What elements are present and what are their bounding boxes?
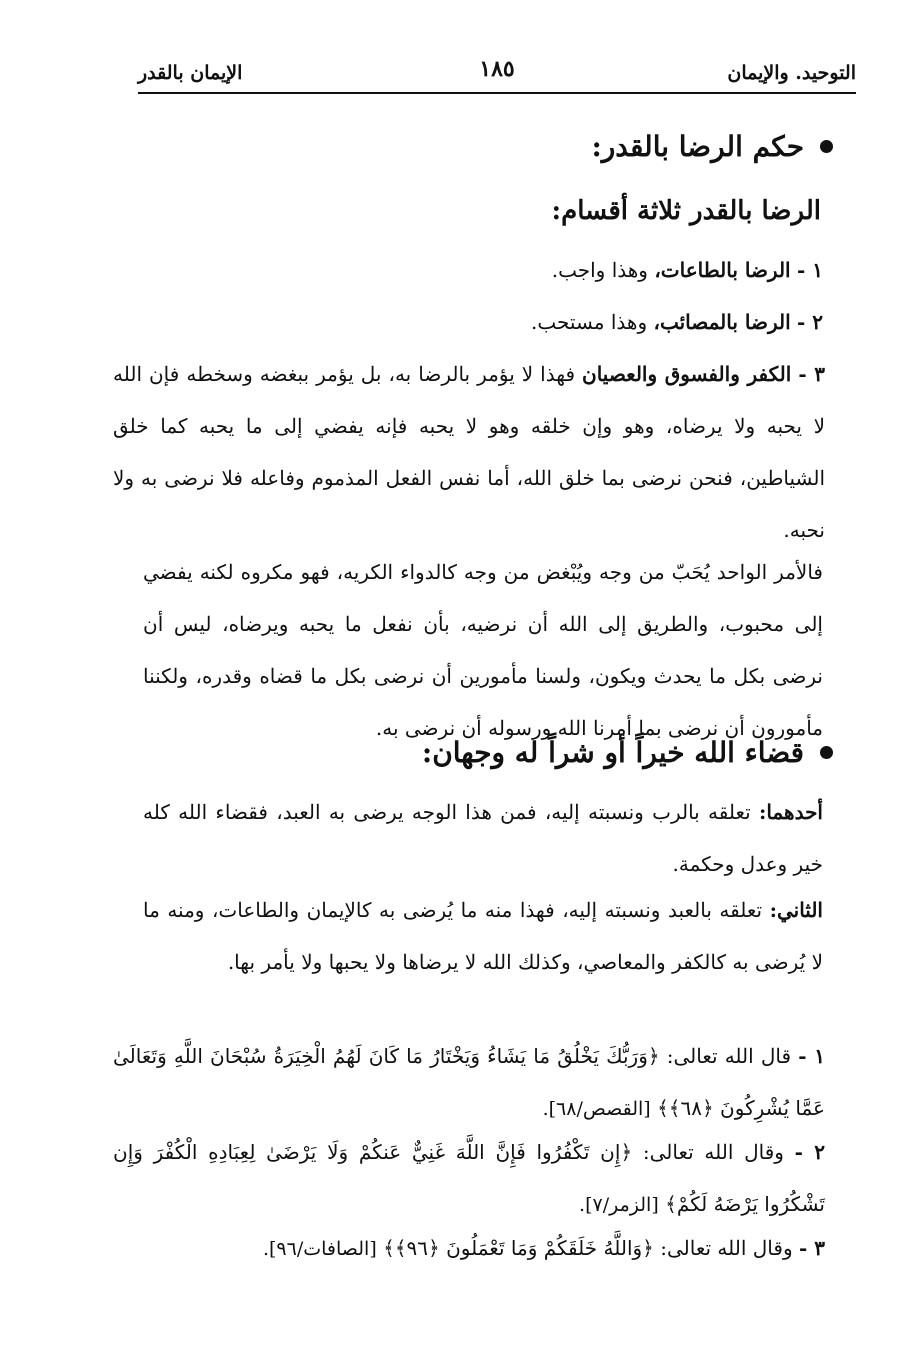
verse-intro: قال الله تعالى: xyxy=(666,1044,792,1068)
bullet-icon xyxy=(820,140,833,153)
verse-item xyxy=(113,1030,825,1135)
first-aspect-text: تعلقه بالرب ونسبته إليه، فمن هذا الوجه يرضى به العبد، فقضاء الله كله خير وعدل وحكمة. xyxy=(143,800,823,876)
section-heading-text: حكم الرضا بالقدر: xyxy=(591,130,804,163)
running-header xyxy=(138,56,856,94)
quran-open-bracket: ﴿ xyxy=(642,1236,654,1260)
bullet-icon xyxy=(820,746,833,759)
item-title: الرضا بالطاعات، xyxy=(654,258,791,282)
item-text: وهذا مستحب. xyxy=(531,310,654,334)
section-heading-two-aspects xyxy=(422,736,833,769)
list-item xyxy=(123,244,823,296)
item-number: ٢ - xyxy=(796,310,823,334)
item-number: ٣ - xyxy=(798,1236,825,1260)
quran-close-bracket: ﴾ xyxy=(383,1236,395,1260)
paragraph-second-aspect xyxy=(143,884,823,988)
quran-open-bracket: ﴿ xyxy=(620,1140,633,1164)
verse-reference: [الصافات/٩٦]. xyxy=(262,1238,377,1260)
page-number: ١٨٥ xyxy=(479,56,515,82)
first-aspect-label: أحدهما: xyxy=(758,800,823,824)
verse-item xyxy=(113,1222,825,1275)
second-aspect-text: تعلقه بالعبد ونسبته إليه، فهذا منه ما يُرضى به كالإيمان والطاعات، ومنه ما لا يُرضى به كالكفر والمعاصي، وكذلك الله لا يرضاها ولا يحبها ولا يأمر بها. xyxy=(143,898,823,974)
quran-verse: وَرَبُّكَ يَخْلُقُ مَا يَشَاءُ وَيَخْتَارُ مَا كَانَ لَهُمُ الْخِيَرَةُ سُبْحَانَ اللَّهِ وَتَعَالَىٰ عَمَّا يُشْرِكُونَ ﴿٦٨﴾ xyxy=(113,1044,825,1120)
verse-reference: [الزمر/٧]. xyxy=(579,1194,659,1216)
verse-intro: وقال الله تعالى: xyxy=(642,1140,784,1164)
item-number: ١ - xyxy=(796,258,823,282)
item-title: الرضا بالمصائب، xyxy=(653,310,791,334)
header-chapter-title: الإيمان بالقدر xyxy=(138,62,243,84)
quran-close-bracket: ﴾ xyxy=(665,1192,677,1216)
item-number: ٣ - xyxy=(798,362,826,386)
subheading-three-parts: الرضا بالقدر ثلاثة أقسام: xyxy=(551,196,821,226)
item-text: وهذا واجب. xyxy=(551,258,655,282)
section-heading-text: قضاء الله خيراً أو شراً له وجهان: xyxy=(421,736,804,769)
header-book-title: التوحيد. والإيمان xyxy=(727,62,856,84)
item-text: فهذا لا يؤمر بالرضا به، بل يؤمر ببغضه وسخطه فإن الله لا يحبه ولا يرضاه، وهو وإن خلقه وهو لا يحبه فإنه يفضي إلى ما يحبه كما خلق الشياطين، فنحن نرضى بما خلق الله، أما نفس الفعل المذموم وفاعله فلا نرضى به ولا نحبه. xyxy=(113,362,825,542)
verse-reference: [القصص/٦٨]. xyxy=(542,1098,651,1120)
quran-close-bracket: ﴾ xyxy=(657,1096,669,1120)
verse-intro: وقال الله تعالى: xyxy=(660,1236,793,1260)
quran-open-bracket: ﴿ xyxy=(647,1044,660,1068)
list-item xyxy=(113,348,825,556)
list-item xyxy=(123,296,823,348)
item-title: الكفر والفسوق والعصيان xyxy=(582,362,792,386)
quran-verse: إِن تَكْفُرُوا فَإِنَّ اللَّهَ غَنِيٌّ عَنكُمْ وَلَا يَرْضَىٰ لِعِبَادِهِ الْكُفْرَ وَإِن تَشْكُرُوا يَرْضَهُ لَكُمْ xyxy=(113,1140,825,1216)
second-aspect-label: الثاني: xyxy=(769,898,823,922)
paragraph-explanation: فالأمر الواحد يُحَبّ من وجه ويُبْغض من وجه كالدواء الكريه، فهو مكروه لكنه يفضي إلى محبوب، والطريق إلى الله أن نرضيه، بأن نفعل ما يحبه ويرضاه، ليس أن نرضى بكل ما يحدث ويكون، ولسنا مأمورين أن نرضى بكل ما قضاه وقدره، ولكننا مأمورون أن نرضى بما أمرنا الله ورسوله أن نرضى به. xyxy=(143,560,823,740)
item-number: ٢ - xyxy=(794,1140,826,1164)
verse-item xyxy=(113,1126,825,1231)
paragraph-first-aspect xyxy=(143,786,823,890)
section-heading-ruling xyxy=(591,130,833,163)
item-number: ١ - xyxy=(798,1044,825,1068)
quran-verse: وَاللَّهُ خَلَقَكُمْ وَمَا تَعْمَلُونَ ﴿٩٦﴾ xyxy=(394,1236,643,1260)
